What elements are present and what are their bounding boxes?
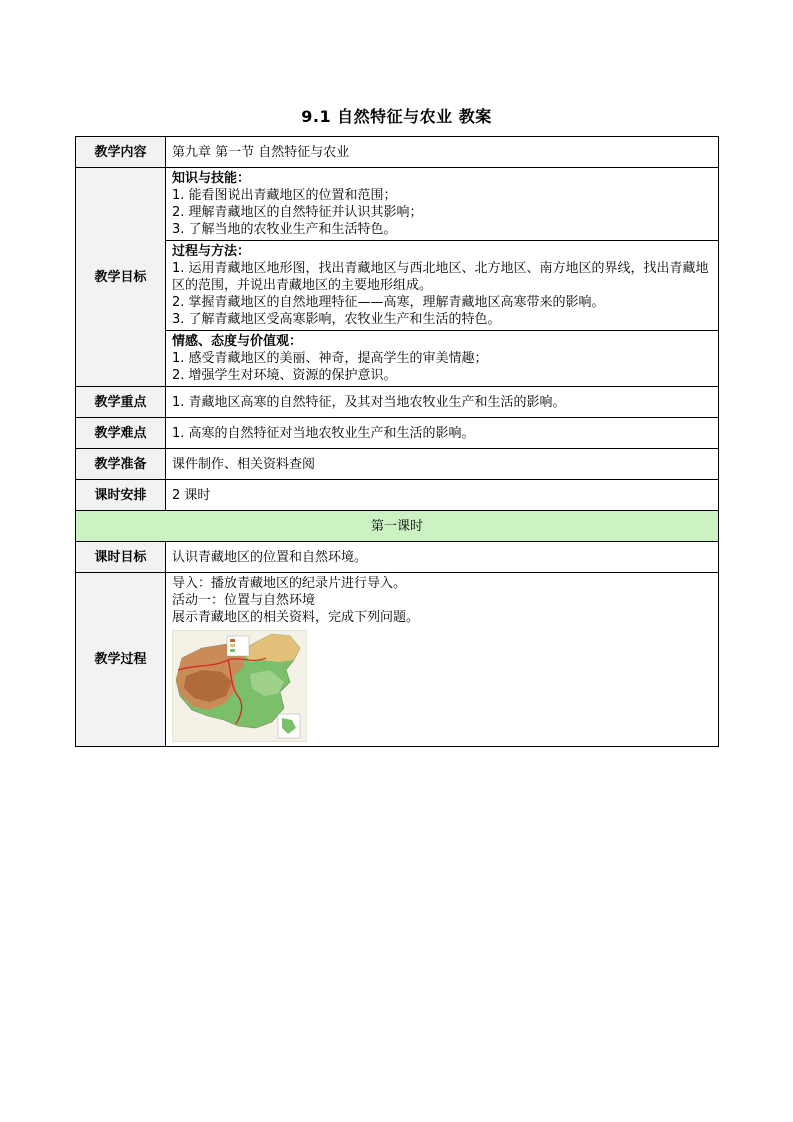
- label-teaching-content: 教学内容: [76, 137, 166, 168]
- goals-knowledge-item: 1. 能看图说出青藏地区的位置和范围；: [172, 188, 397, 203]
- row-key-points: [76, 387, 719, 418]
- label-lesson-process: 教学过程: [76, 573, 166, 747]
- goals-knowledge-item: 3. 了解当地的农牧业生产和生活特色。: [172, 222, 397, 237]
- value-schedule: 2 课时: [166, 480, 719, 511]
- row-teaching-goals-knowledge: [76, 168, 719, 241]
- goals-attitude-cell: [166, 331, 719, 387]
- row-lesson-process: [76, 573, 719, 747]
- value-difficulties: 1. 高寒的自然特征对当地农牧业生产和生活的影响。: [166, 418, 719, 449]
- row-teaching-content: [76, 137, 719, 168]
- goals-knowledge-cell: [166, 168, 719, 241]
- row-section-header: [76, 511, 719, 542]
- goals-attitude-item: 2. 增强学生对环境、资源的保护意识。: [172, 368, 397, 383]
- lesson-process-line: 展示青藏地区的相关资料，完成下列问题。: [172, 610, 420, 625]
- china-terrain-map-image: [172, 630, 307, 742]
- goals-knowledge-heading: 知识与技能：: [172, 171, 251, 186]
- label-preparation: 教学准备: [76, 449, 166, 480]
- row-difficulties: [76, 418, 719, 449]
- goals-attitude-heading: 情感、态度与价值观：: [172, 334, 303, 349]
- value-lesson-goal: 认识青藏地区的位置和自然环境。: [166, 542, 719, 573]
- value-teaching-content: 第九章 第一节 自然特征与农业: [166, 137, 719, 168]
- section-header: 第一课时: [76, 511, 719, 542]
- goals-process-item: 3. 了解青藏地区受高寒影响，农牧业生产和生活的特色。: [172, 312, 501, 327]
- lesson-process-cell: [166, 573, 719, 747]
- document-title: 9.1 自然特征与农业 教案: [301, 107, 492, 126]
- label-teaching-goals: 教学目标: [76, 168, 166, 387]
- label-difficulties: 教学难点: [76, 418, 166, 449]
- value-preparation: 课件制作、相关资料查阅: [166, 449, 719, 480]
- row-teaching-goals-process: [76, 241, 719, 331]
- goals-process-item: 2. 掌握青藏地区的自然地理特征——高寒，理解青藏地区高寒带来的影响。: [172, 295, 605, 310]
- goals-process-heading: 过程与方法：: [172, 244, 251, 259]
- label-key-points: 教学重点: [76, 387, 166, 418]
- goals-process-cell: [166, 241, 719, 331]
- row-schedule: [76, 480, 719, 511]
- label-lesson-goal: 课时目标: [76, 542, 166, 573]
- lesson-process-line: 活动一：位置与自然环境: [172, 593, 316, 608]
- row-lesson-goal: [76, 542, 719, 573]
- goals-process-item: 1. 运用青藏地区地形图，找出青藏地区与西北地区、北方地区、南方地区的界线，找出青藏地区的范围，并说出青藏地区的主要地形组成。: [172, 261, 709, 293]
- row-preparation: [76, 449, 719, 480]
- lesson-process-line: 导入：播放青藏地区的纪录片进行导入。: [172, 576, 407, 591]
- row-teaching-goals-attitude: [76, 331, 719, 387]
- value-key-points: 1. 青藏地区高寒的自然特征，及其对当地农牧业生产和生活的影响。: [166, 387, 719, 418]
- goals-knowledge-item: 2. 理解青藏地区的自然特征并认识其影响；: [172, 205, 423, 220]
- label-schedule: 课时安排: [76, 480, 166, 511]
- goals-attitude-item: 1. 感受青藏地区的美丽、神奇，提高学生的审美情趣；: [172, 351, 488, 366]
- lesson-plan-table: [75, 136, 719, 747]
